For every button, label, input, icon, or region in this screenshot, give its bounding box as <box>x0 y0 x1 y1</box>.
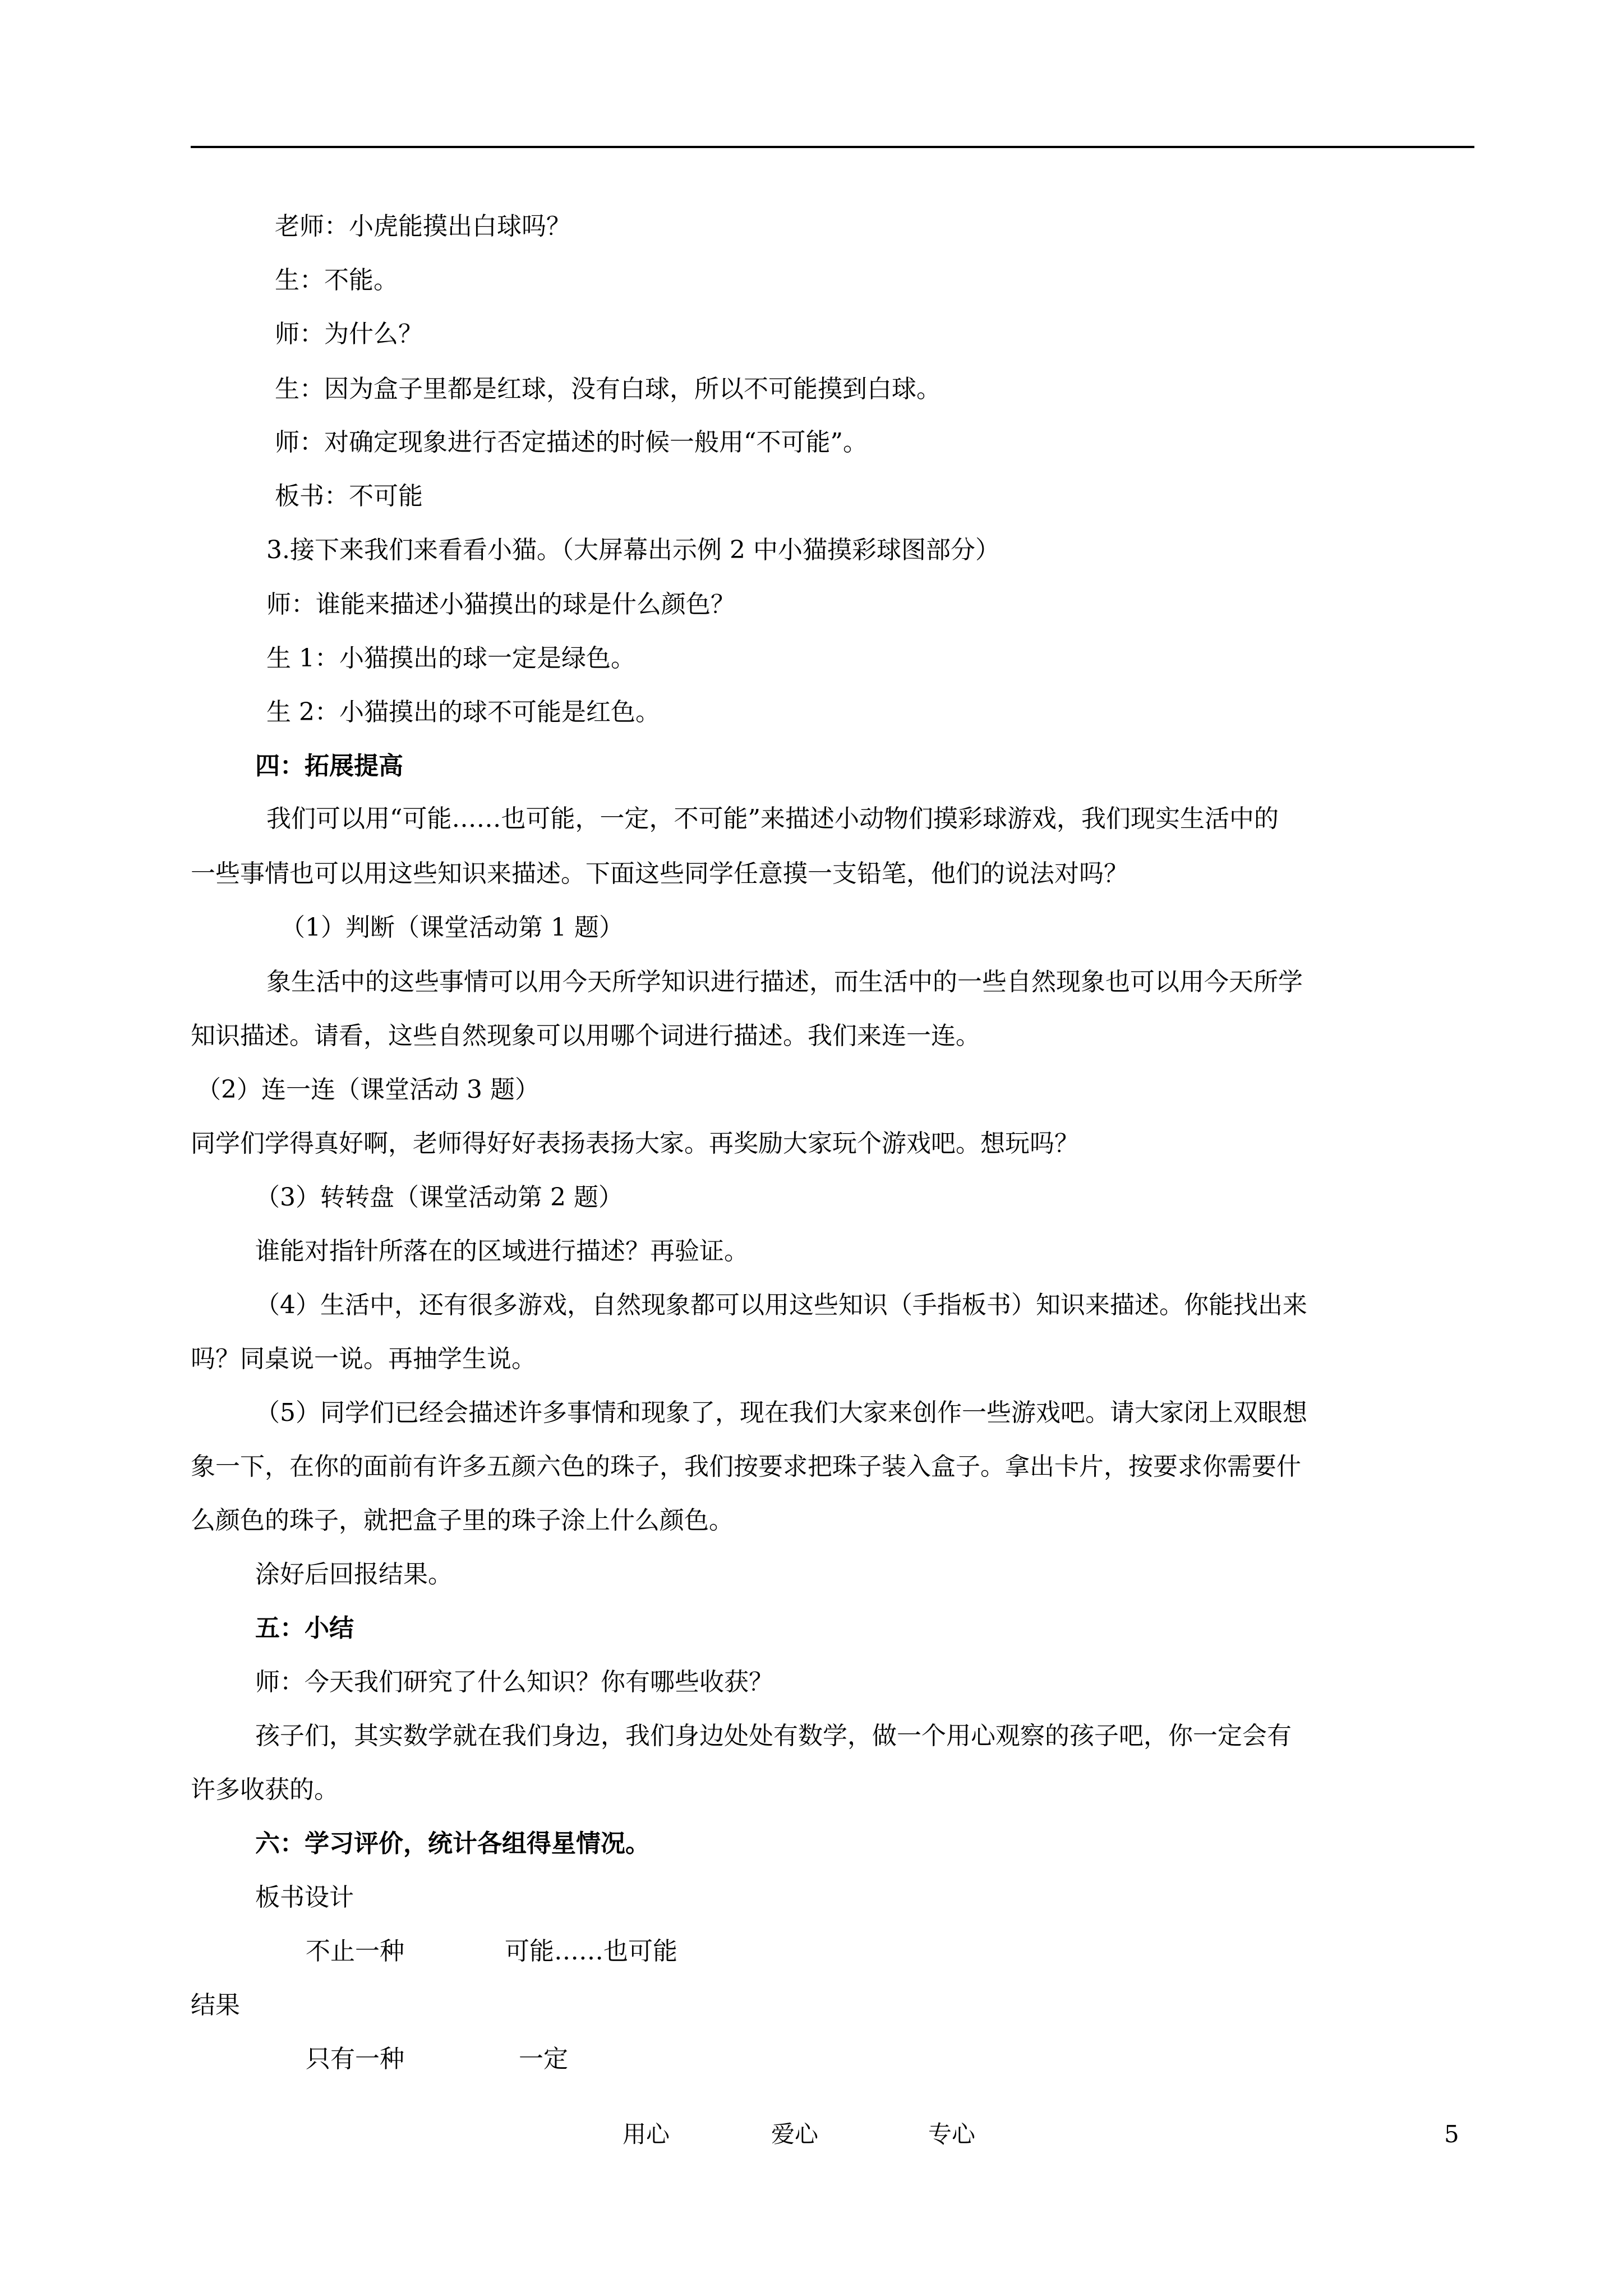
text-line: 生 2：小猫摸出的球不可能是红色。 <box>266 698 660 726</box>
text-line: 一些事情也可以用这些知识来描述。下面这些同学任意摸一支铅笔，他们的说法对吗？ <box>191 859 1128 888</box>
header-rule <box>191 146 1474 148</box>
text-line: 老师：小虎能摸出白球吗？ <box>275 212 571 241</box>
text-line: 师：对确定现象进行否定描述的时候一般用“不可能”。 <box>275 428 868 457</box>
text-line: 么颜色的珠子，就把盒子里的珠子涂上什么颜色。 <box>191 1506 734 1535</box>
text-line: 我们可以用“可能……也可能，一定，不可能”来描述小动物们摸彩球游戏，我们现实生活中的 <box>266 804 1279 833</box>
text-line: 师：为什么？ <box>275 320 423 348</box>
section-heading: 四：拓展提高 <box>255 752 403 780</box>
text-line: 同学们学得真好啊，老师得好好表扬表扬大家。再奖励大家玩个游戏吧。想玩吗？ <box>191 1129 1079 1158</box>
text-line: （4）生活中，还有很多游戏，自然现象都可以用这些知识（手指板书）知识来描述。你能找出来 <box>255 1291 1307 1319</box>
page-number: 5 <box>1444 2120 1459 2148</box>
section-heading: 六：学习评价，统计各组得星情况。 <box>255 1829 650 1858</box>
board-row2-left: 只有一种 <box>306 2045 404 2073</box>
text-line: 师：谁能来描述小猫摸出的球是什么颜色？ <box>266 590 735 619</box>
board-middle: 结果 <box>191 1991 240 2019</box>
text-line: 许多收获的。 <box>191 1775 339 1804</box>
board-row1-right: 可能……也可能 <box>505 1937 677 1966</box>
text-line: 师：今天我们研究了什么知识？你有哪些收获？ <box>255 1668 773 1696</box>
text-line: 吗？同桌说一说。再抽学生说。 <box>191 1345 536 1373</box>
text-line: 生 1：小猫摸出的球一定是绿色。 <box>266 644 635 673</box>
text-line: 涂好后回报结果。 <box>255 1560 453 1589</box>
text-line: 象生活中的这些事情可以用今天所学知识进行描述，而生活中的一些自然现象也可以用今天所学 <box>266 968 1303 996</box>
section-heading: 五：小结 <box>255 1614 354 1642</box>
text-line: （3）转转盘（课堂活动第 2 题） <box>255 1183 623 1212</box>
board-row2-right: 一定 <box>519 2045 568 2073</box>
footer-item: 专心 <box>928 2120 976 2148</box>
text-line: （5）同学们已经会描述许多事情和现象了，现在我们大家来创作一些游戏吧。请大家闭上双眼想 <box>255 1398 1307 1427</box>
footer-item: 用心 <box>623 2120 670 2148</box>
text-line: 谁能对指针所落在的区域进行描述？再验证。 <box>255 1237 749 1266</box>
text-line: （1）判断（课堂活动第 1 题） <box>280 913 624 942</box>
text-line: 知识描述。请看，这些自然现象可以用哪个词进行描述。我们来连一连。 <box>191 1022 980 1050</box>
text-line: 板书设计 <box>255 1883 354 1912</box>
text-line: （2）连一连（课堂活动 3 题） <box>196 1075 540 1104</box>
text-line: 3.接下来我们来看看小猫。（大屏幕出示例 2 中小猫摸彩球图部分） <box>266 536 1000 564</box>
footer-item: 爱心 <box>771 2120 819 2148</box>
board-row1-left: 不止一种 <box>306 1937 404 1966</box>
text-line: 生：不能。 <box>275 266 398 295</box>
text-line: 象一下，在你的面前有许多五颜六色的珠子，我们按要求把珠子装入盒子。拿出卡片，按要求你需要什 <box>191 1452 1301 1481</box>
text-line: 孩子们，其实数学就在我们身边，我们身边处处有数学，做一个用心观察的孩子吧，你一定会有 <box>255 1722 1292 1750</box>
text-line: 生：因为盒子里都是红球，没有白球，所以不可能摸到白球。 <box>275 375 941 403</box>
text-line: 板书：不可能 <box>275 482 423 510</box>
